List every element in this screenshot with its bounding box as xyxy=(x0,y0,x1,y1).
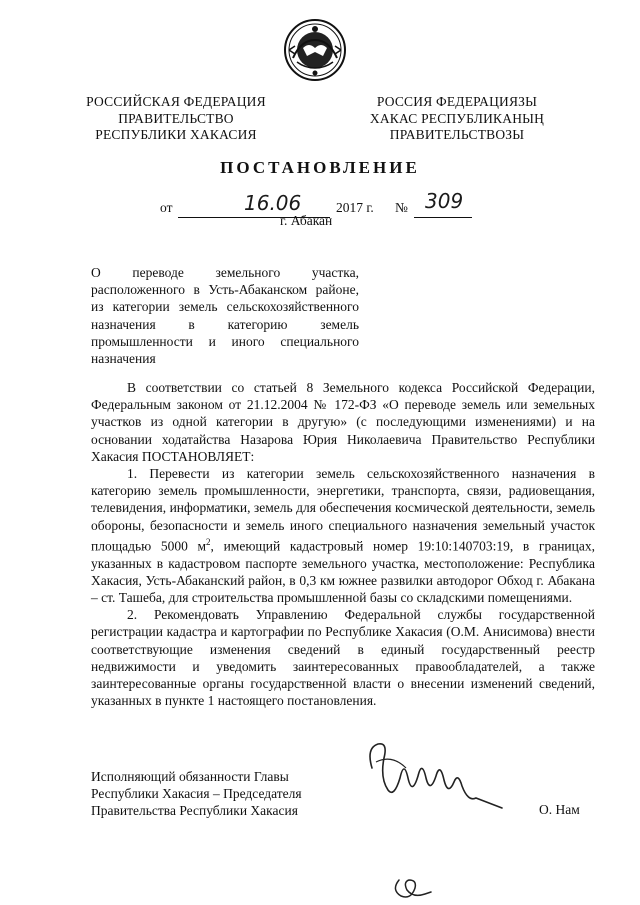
header-left-line-1: РОССИЙСКАЯ ФЕДЕРАЦИЯ xyxy=(86,94,266,109)
date-handwritten: 16.06 xyxy=(244,191,302,215)
header-left-line-2: ПРАВИТЕЛЬСТВО xyxy=(118,110,234,126)
number-underline xyxy=(414,217,472,218)
signatory-title-line-2: Республики Хакасия – Председателя xyxy=(91,786,302,802)
signatory-title-line-1: Исполняющий обязанности Главы xyxy=(91,769,289,784)
signatory-name: О. Нам xyxy=(539,802,580,817)
year-label: 2017 г. xyxy=(336,200,374,215)
handwritten-signature xyxy=(362,738,512,818)
document-title: ПОСТАНОВЛЕНИЕ xyxy=(220,158,420,177)
clause-2: 2. Рекомендовать Управлению Федеральной службы государственной регистрации кадастра и картографии по Республике Хакасия (О.М. Анисимова) внести соответствующие изменения сведений в единый государственный реестр недвижимости и уведомить заинтересованных правообладателей, а также заинтересованные органы государственной власти о внесении изменений сведений, указанных в пункте 1 настоящего постановления. xyxy=(91,607,595,709)
header-right-line-2: ХАКАС РЕСПУБЛИКАНЫҢ xyxy=(369,110,545,126)
document-body xyxy=(91,379,595,709)
clause-1-text-a: 1. Перевести из категории земель сельскохозяйственного назначения в категорию земель промышленности, энергетики, транспорта, связи, радиовещания, телевидения, информатики, земель для обеспечения космической деятельности, земель обороны, безопасности и земель иного специального назначения земельный участок площадью 5000 м xyxy=(91,466,595,554)
city: г. Абакан xyxy=(280,213,333,228)
clause-1 xyxy=(91,465,595,606)
subject-last-word: назначения xyxy=(91,351,156,367)
subject-block xyxy=(91,264,359,367)
handwritten-mark xyxy=(385,868,435,904)
signatory-title-line-3: Правительства Республики Хакасия xyxy=(91,803,298,819)
header-right-line-3: ПРАВИТЕЛЬСТВОЗЫ xyxy=(389,127,525,142)
clause-1-superscript: 2 xyxy=(206,536,211,547)
subject-text: О переводе земельного участка, расположенного в Усть-Абаканском районе, из категории земель сельскохозяйственного назначения в категорию земель промышленности и иного специального xyxy=(91,265,359,349)
header-left xyxy=(78,94,274,144)
header-right xyxy=(360,94,554,144)
header-right-line-1: РОССИЯ ФЕДЕРАЦИЯЗЫ xyxy=(376,94,538,109)
header-left-line-3: РЕСПУБЛИКИ ХАКАСИЯ xyxy=(95,127,257,142)
number-label: № xyxy=(395,200,408,215)
republic-emblem-icon xyxy=(283,18,347,82)
clause-1-text-b: , имеющий кадастровый номер 19:10:140703:19, в границах, указанных в кадастровом паспорте земельного участка, местоположение: Республика Хакасия, Усть-Абаканский район, в 0,3 км южнее развилки автодорог Обход г. Абакана – ст. Ташеба, для строительства промышленной базы со складскими помещениями. xyxy=(91,538,595,605)
date-from-label: от xyxy=(160,200,173,215)
signature-block xyxy=(91,768,302,820)
preamble-paragraph: В соответствии со статьей 8 Земельного кодекса Российской Федерации, Федеральным законом от 21.12.2004 № 172-ФЗ «О переводе земель или земельных участков из одной категории в другую» (с последующими изменениями) и на основании ходатайства Назарова Юрия Николаевича Правительство Республики Хакасия ПОСТАНОВЛЯЕТ: xyxy=(91,380,595,464)
number-handwritten: 309 xyxy=(425,189,464,213)
